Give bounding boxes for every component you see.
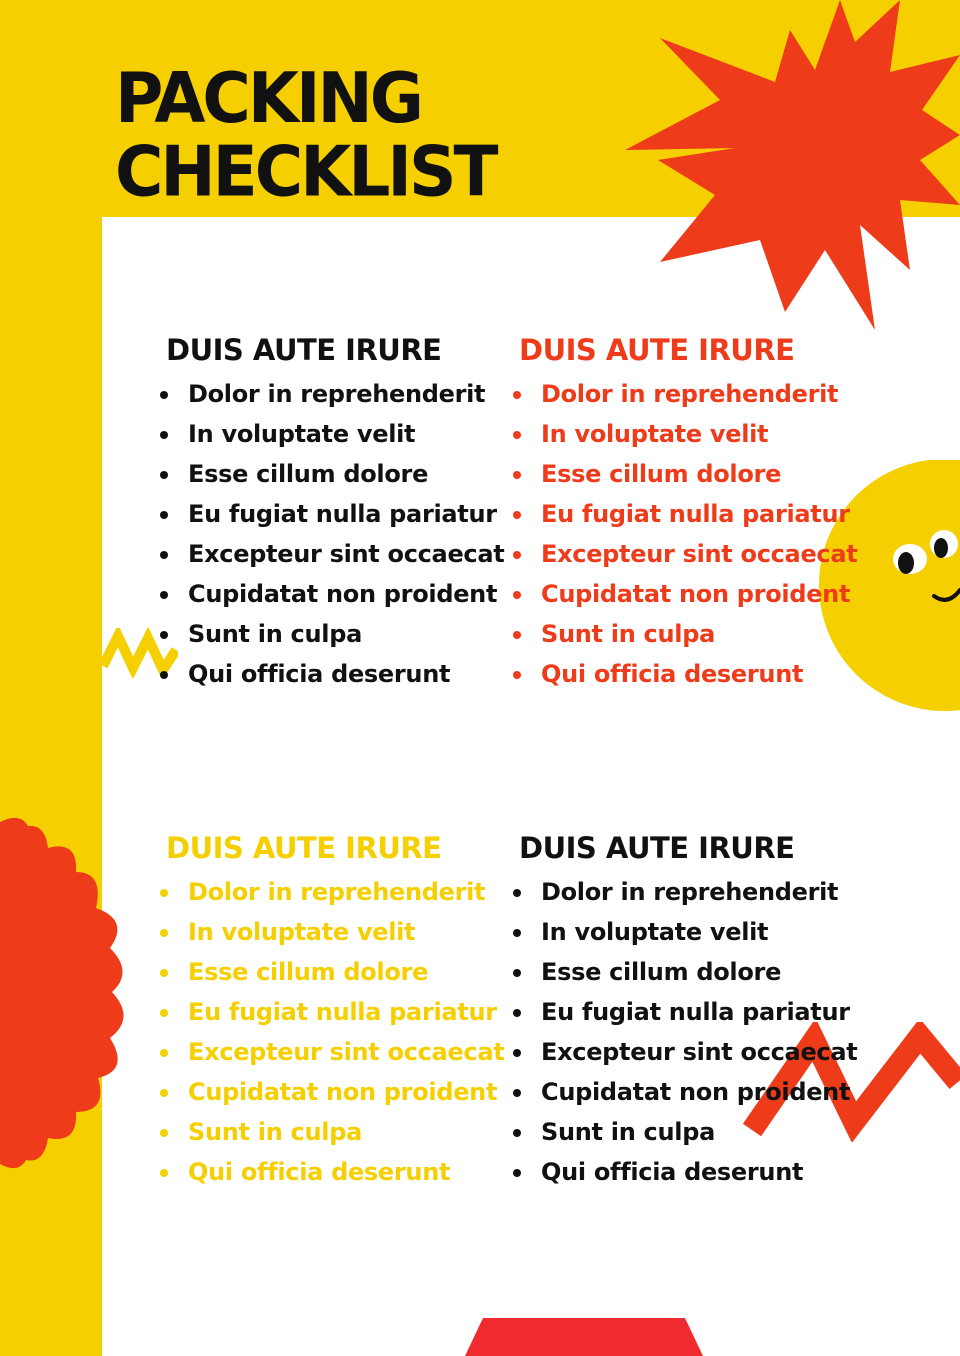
list-item: In voluptate velit (519, 414, 849, 454)
checklist (166, 872, 505, 1192)
list-item: Eu fugiat nulla pariatur (166, 494, 496, 534)
list-item: In voluptate velit (166, 414, 496, 454)
bullet-icon (513, 671, 521, 679)
list-item: Cupidatat non proident (519, 574, 849, 614)
list-item: Esse cillum dolore (166, 952, 496, 992)
list-item: Sunt in culpa (519, 614, 849, 654)
checklist-section-4 (519, 830, 858, 1192)
bullet-icon (160, 1009, 168, 1017)
bullet-icon (160, 471, 168, 479)
bullet-icon (513, 591, 521, 599)
bullet-icon (160, 929, 168, 937)
list-item: Eu fugiat nulla pariatur (166, 992, 496, 1032)
list-item: Excepteur sint occaecat (166, 534, 496, 574)
bullet-icon (160, 1089, 168, 1097)
bullet-icon (160, 591, 168, 599)
bullet-icon (513, 471, 521, 479)
bullet-icon (513, 929, 521, 937)
list-item: Esse cillum dolore (166, 454, 496, 494)
bullet-icon (160, 551, 168, 559)
bullet-icon (513, 431, 521, 439)
list-item: Qui officia deserunt (519, 654, 849, 694)
list-item: Dolor in reprehenderit (166, 374, 496, 414)
list-item: Qui officia deserunt (519, 1152, 849, 1192)
bullet-icon (513, 391, 521, 399)
bullet-icon (160, 391, 168, 399)
list-item: Eu fugiat nulla pariatur (519, 992, 849, 1032)
list-item: Qui officia deserunt (166, 654, 496, 694)
list-item: Esse cillum dolore (519, 454, 849, 494)
red-starburst-icon (620, 0, 960, 335)
bullet-icon (160, 1169, 168, 1177)
list-item: Dolor in reprehenderit (519, 374, 849, 414)
bullet-icon (513, 1089, 521, 1097)
list-item: Cupidatat non proident (166, 1072, 496, 1112)
bullet-icon (160, 1049, 168, 1057)
list-item: Eu fugiat nulla pariatur (519, 494, 849, 534)
title-line-2: CHECKLIST (115, 131, 496, 213)
list-item: Excepteur sint occaecat (166, 1032, 496, 1072)
checklist (166, 374, 505, 694)
list-item: Sunt in culpa (166, 1112, 496, 1152)
page-title (115, 57, 496, 213)
list-item: Sunt in culpa (166, 614, 496, 654)
checklist (519, 872, 858, 1192)
list-item: Qui officia deserunt (166, 1152, 496, 1192)
section-heading: DUIS AUTE IRURE (166, 831, 442, 865)
list-item: In voluptate velit (519, 912, 849, 952)
list-item: Dolor in reprehenderit (166, 872, 496, 912)
list-item: Excepteur sint occaecat (519, 1032, 849, 1072)
section-heading: DUIS AUTE IRURE (166, 333, 442, 367)
bullet-icon (513, 1129, 521, 1137)
bullet-icon (160, 431, 168, 439)
red-sunburst-icon (0, 812, 132, 1174)
bullet-icon (513, 551, 521, 559)
bullet-icon (513, 1049, 521, 1057)
bullet-icon (513, 889, 521, 897)
checklist-section-2 (519, 332, 858, 694)
bullet-icon (160, 1129, 168, 1137)
bullet-icon (160, 889, 168, 897)
list-item: Sunt in culpa (519, 1112, 849, 1152)
bullet-icon (160, 969, 168, 977)
bullet-icon (160, 671, 168, 679)
checklist-section-3 (166, 830, 505, 1192)
checklist-section-1 (166, 332, 505, 694)
list-item: Dolor in reprehenderit (519, 872, 849, 912)
title-line-1: PACKING (115, 57, 421, 139)
bullet-icon (513, 511, 521, 519)
bullet-icon (513, 1009, 521, 1017)
section-heading: DUIS AUTE IRURE (519, 831, 795, 865)
section-heading: DUIS AUTE IRURE (519, 333, 795, 367)
red-trapezoid-shape (465, 1318, 703, 1356)
bullet-icon (160, 511, 168, 519)
list-item: Cupidatat non proident (166, 574, 496, 614)
list-item: In voluptate velit (166, 912, 496, 952)
list-item: Cupidatat non proident (519, 1072, 849, 1112)
bullet-icon (513, 969, 521, 977)
bullet-icon (160, 631, 168, 639)
bullet-icon (513, 1169, 521, 1177)
list-item: Esse cillum dolore (519, 952, 849, 992)
list-item: Excepteur sint occaecat (519, 534, 849, 574)
bullet-icon (513, 631, 521, 639)
checklist (519, 374, 858, 694)
